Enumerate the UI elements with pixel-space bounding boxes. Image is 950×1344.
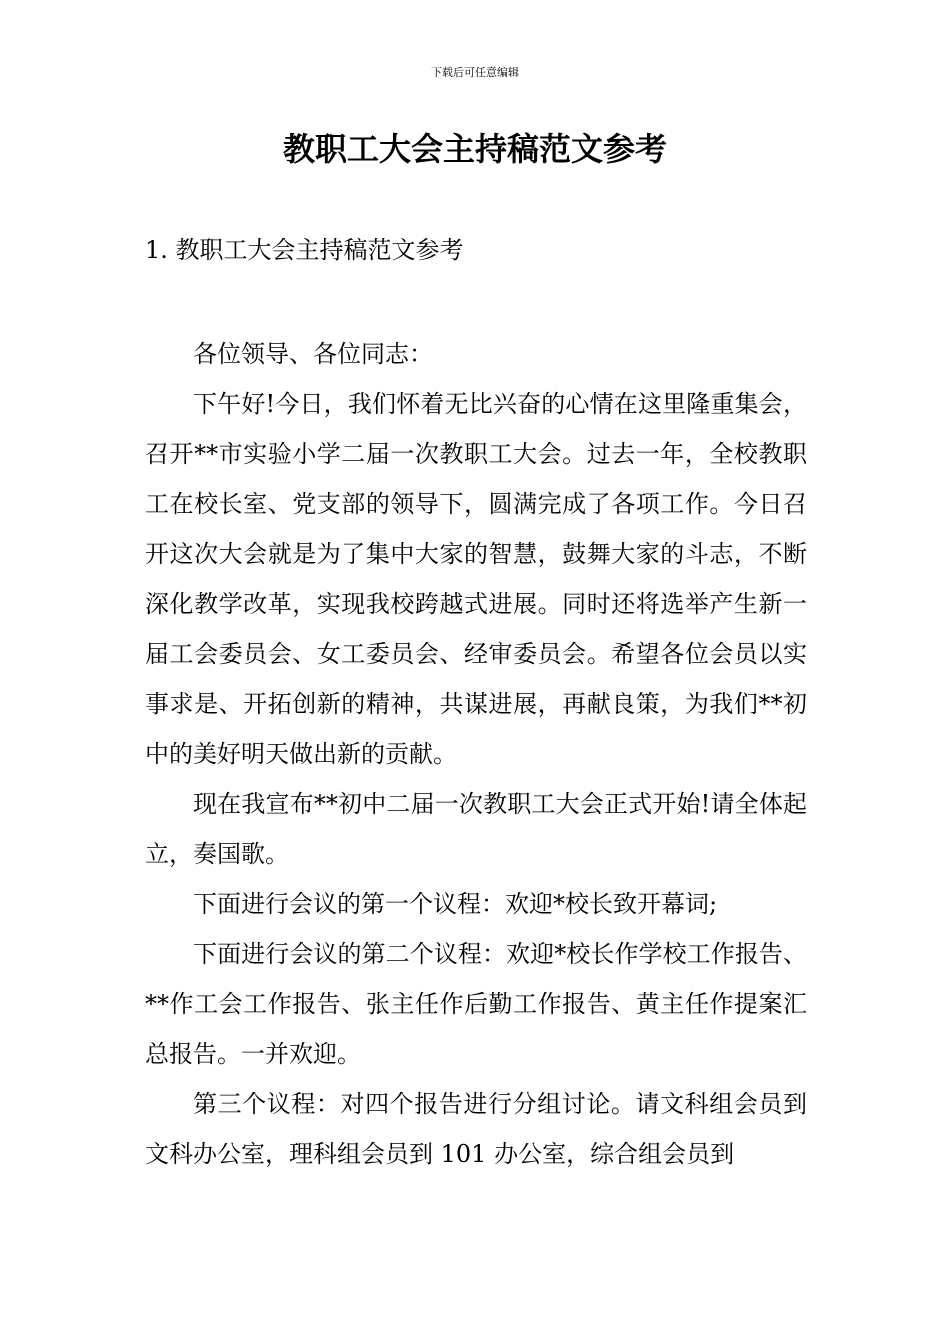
paragraph-agenda-3: 第三个议程：对四个报告进行分组讨论。请文科组会员到文科办公室，理科组会员到 101 办公室，综合组会员到 (145, 1090, 807, 1168)
paragraph-agenda-1: 下面进行会议的第一个议程：欢迎*校长致开幕词; (193, 890, 718, 918)
page-header-note: 下载后可任意编辑 (431, 66, 519, 79)
paragraph-greeting: 各位领导、各位同志： (193, 340, 433, 368)
paragraph-announcement: 现在我宣布**初中二届一次教职工大会正式开始!请全体起立，奏国歌。 (145, 790, 807, 868)
document-body (145, 329, 807, 1179)
paragraph-agenda-2: 下面进行会议的第二个议程：欢迎*校长作学校工作报告、**作工会工作报告、张主任作后勤工作报告、黄主任作提案汇总报告。一并欢迎。 (145, 940, 807, 1068)
paragraph-opening: 下午好!今日，我们怀着无比兴奋的心情在这里隆重集会，召开**市实验小学二届一次教职工大会。过去一年，全校教职工在校长室、党支部的领导下，圆满完成了各项工作。今日召开这次大会就是为了集中大家的智慧，鼓舞大家的斗志，不断深化教学改革，实现我校跨越式进展。同时还将选举产生新一届工会委员会、女工委员会、经审委员会。希望各位会员以实事求是、开拓创新的精神，共谋进展，再献良策，为我们**初中的美好明天做出新的贡献。 (145, 390, 807, 768)
section-heading: 1. 教职工大会主持稿范文参考 (145, 236, 464, 264)
document-title: 教职工大会主持稿范文参考 (282, 130, 667, 168)
